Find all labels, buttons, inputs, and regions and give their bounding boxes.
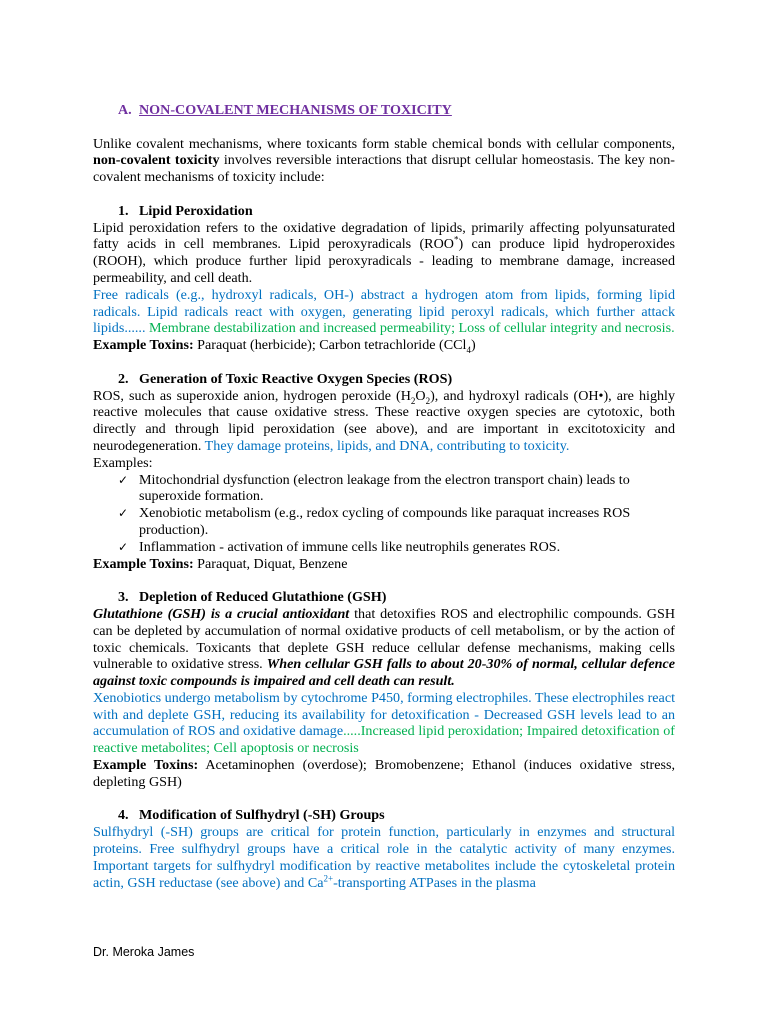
section-2-title: 2. Generation of Toxic Reactive Oxygen Species (ROS) [118,370,453,387]
heading-title: NON-COVALENT MECHANISMS OF TOXICITY [139,102,452,118]
section-3-body: Glutathione (GSH) is a crucial antioxidant that detoxifies ROS and electrophilic compounds. GSH can be depleted by accumulation of normal oxidative products of cell metabolism, or by the action of toxic chemicals. Toxicants that deplete GSH reduce cellular defense mechanisms, making cells vulnerable to oxidative stress. When cellular GSH falls to about 20-30% of normal, cellular defence against toxic compounds is impaired and cell death can result. [93,605,676,690]
checkmark-icon: ✓ [118,472,129,487]
section-2-examples-list [93,472,675,556]
section-2-examples-label: Examples: [93,454,153,471]
section-3-toxins: Example Toxins: Acetaminophen (overdose); Bromobenzene; Ethanol (induces oxidative stress, depleting GSH) [93,757,675,790]
section-1-mechanism: Free radicals (e.g., hydroxyl radicals, OH-) abstract a hydrogen atom from lipids, forming lipid radicals. Lipid radicals react with oxygen, generating lipid peroxyl radicals, which further attack lipids...... Membrane destabilization and increased permeability; Loss of cellular integrity and necrosis. [93,286,675,337]
section-1-title: 1. Lipid Peroxidation [118,202,253,219]
section-4-title: 4. Modification of Sulfhydryl (-SH) Groups [118,807,385,824]
intro-paragraph: Unlike covalent mechanisms, where toxicants form stable chemical bonds with cellular components, non-covalent toxicity involves reversible interactions that disrupt cellular homeostasis. The key non-covalent mechanisms of toxicity include: [93,135,675,186]
list-item: ✓ Xenobiotic metabolism (e.g., redox cycling of compounds like paraquat increases ROS production). [118,505,631,538]
document-page [93,102,675,891]
section-4-body: Sulfhydryl (-SH) groups are critical for protein function, particularly in enzymes and structural proteins. Free sulfhydryl groups have a critical role in the catalytic activity of many enzymes. Important targets for sulfhydryl modification by reactive metabolites include the cytoskeletal protein actin, GSH reductase (see above) and $Ca^{2+}$-transporting ATPases in the plasma [93,824,675,891]
section-2-body: ROS, such as superoxide anion, hydrogen peroxide $(H_2O_2)$, and hydroxyl radicals (OH•), are highly reactive molecules that cause oxidative stress. These reactive oxygen species are cytotoxic, both directly and through lipid peroxidation (see above), and are important in excitotoxicity and neurodegeneration. They damage proteins, lipids, and DNA, contributing to toxicity. [93,387,675,454]
footer-author: Dr. Meroka James [93,945,195,959]
checkmark-icon: ✓ [118,539,129,554]
section-2-toxins: Example Toxins: Paraquat, Diquat, Benzene [93,555,348,572]
list-item: ✓ Inflammation - activation of immune cells like neutrophils generates ROS. [118,538,561,555]
section-heading [118,102,675,119]
section-3-mechanism: Xenobiotics undergo metabolism by cytochrome P450, forming electrophiles. These electrophiles react with and deplete GSH, reducing its availability for detoxification - Decreased GSH levels lead to an accumulation of ROS and oxidative damage.....Increased lipid peroxidation; Impaired detoxification of reactive metabolites; Cell apoptosis or necrosis [93,689,675,757]
heading-letter: A. [118,102,132,118]
section-1-body: Lipid peroxidation refers to the oxidative degradation of lipids, primarily affecting polyunsaturated fatty acids in cell membranes. Lipid peroxyradicals (ROO*) can produce lipid hydroperoxides (ROOH), which produce further lipid peroxyradicals - leading to membrane damage, increased permeability, and cell death. [93,219,675,286]
section-1-toxins: Example Toxins: Paraquat (herbicide); Carbon tetrachloride (CCl$_4$) [93,337,476,355]
checkmark-icon: ✓ [118,506,129,521]
list-item: ✓ Mitochondrial dysfunction (electron leakage from the electron transport chain) leads to superoxide formation. [118,471,630,505]
section-3-title: 3. Depletion of Reduced Glutathione (GSH) [118,589,387,606]
